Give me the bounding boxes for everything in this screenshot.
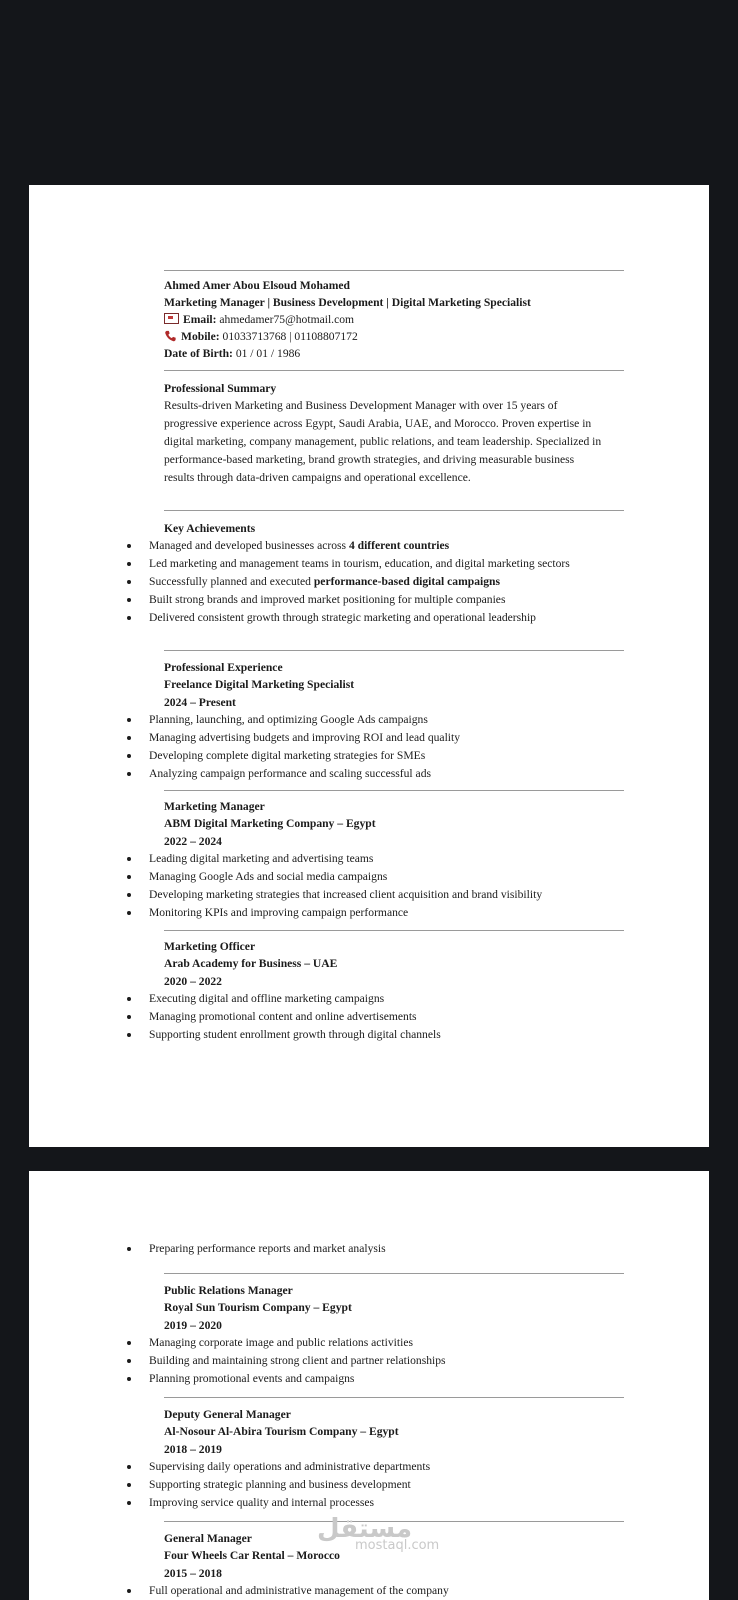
job-period: 2024 – Present <box>164 696 236 709</box>
job-duties-continued <box>149 1240 609 1258</box>
phone-icon <box>164 330 177 342</box>
achievements-heading: Key Achievements <box>164 522 256 535</box>
list-item: Developing marketing strategies that increased client acquisition and brand visibility <box>149 886 609 904</box>
summary-heading: Professional Summary <box>164 382 277 395</box>
list-item: Managing corporate image and public relations activities <box>149 1334 609 1352</box>
dob-line <box>164 345 300 363</box>
list-item: Full operational and administrative management of the company <box>149 1582 609 1600</box>
divider <box>164 1397 624 1398</box>
job-company: Four Wheels Car Rental – Morocco <box>164 1549 340 1562</box>
job-period: 2022 – 2024 <box>164 835 222 848</box>
list-item: Planning, launching, and optimizing Google Ads campaigns <box>149 711 609 729</box>
watermark-latin: mostaql.com <box>355 1538 440 1553</box>
job-period: 2015 – 2018 <box>164 1567 222 1580</box>
job-title: Freelance Digital Marketing Specialist <box>164 678 355 691</box>
list-item: Supporting student enrollment growth through digital channels <box>149 1026 609 1044</box>
list-item: Built strong brands and improved market positioning for multiple companies <box>149 591 609 609</box>
job-duties <box>149 711 609 783</box>
candidate-name: Ahmed Amer Abou Elsoud Mohamed <box>164 279 350 292</box>
job-title: Deputy General Manager <box>164 1408 291 1421</box>
dob-label: Date of Birth: <box>164 347 233 360</box>
envelope-icon <box>164 313 179 324</box>
list-item: Executing digital and offline marketing campaigns <box>149 990 609 1008</box>
dob-value: 01 / 01 / 1986 <box>235 347 301 360</box>
list-item: Supervising daily operations and administrative departments <box>149 1458 609 1476</box>
list-item: Managing advertising budgets and improving ROI and lead quality <box>149 729 609 747</box>
resume-page-1 <box>29 185 709 1147</box>
list-item: Leading digital marketing and advertising teams <box>149 850 609 868</box>
email-value[interactable]: ahmedamer75@hotmail.com <box>219 313 355 326</box>
watermark-arabic: مستقل <box>317 1514 413 1544</box>
job-duties <box>149 850 609 922</box>
divider <box>164 1273 624 1274</box>
job-company: Al-Nosour Al-Abira Tourism Company – Egypt <box>164 1425 399 1438</box>
job-title: General Manager <box>164 1532 252 1545</box>
job-company: Arab Academy for Business – UAE <box>164 957 338 970</box>
job-duties <box>149 1334 609 1388</box>
achievements-list <box>149 537 609 627</box>
list-item: Led marketing and management teams in tourism, education, and digital marketing sectors <box>149 555 609 573</box>
email-line <box>164 311 354 329</box>
list-item: Building and maintaining strong client and partner relationships <box>149 1352 609 1370</box>
list-item: Improving service quality and internal processes <box>149 1494 609 1512</box>
job-duties <box>149 990 609 1044</box>
list-item: Successfully planned and executed performance-based digital campaigns <box>149 573 609 591</box>
list-item: Developing complete digital marketing strategies for SMEs <box>149 747 609 765</box>
job-company: Royal Sun Tourism Company – Egypt <box>164 1301 352 1314</box>
list-item: Managing Google Ads and social media campaigns <box>149 868 609 886</box>
candidate-headline: Marketing Manager | Business Development | Digital Marketing Specialist <box>164 296 531 309</box>
divider <box>164 270 624 271</box>
job-period: 2020 – 2022 <box>164 975 222 988</box>
mobile-value[interactable]: 01033713768 | 01108807172 <box>222 330 358 343</box>
divider <box>164 790 624 791</box>
divider <box>164 650 624 651</box>
list-item: Managed and developed businesses across 4 different countries <box>149 537 609 555</box>
summary-text: Results-driven Marketing and Business Development Manager with over 15 years of progressive experience across Egypt, Saudi Arabia, UAE, and Morocco. Proven expertise in digital marketing, company management, public relations, and team leadership. Specialized in performance-based marketing, brand growth strategies, and driving measurable business results through data-driven campaigns and operational excellence. <box>164 399 602 484</box>
email-label: Email: <box>183 313 217 326</box>
job-company: ABM Digital Marketing Company – Egypt <box>164 817 376 830</box>
job-period: 2019 – 2020 <box>164 1319 222 1332</box>
experience-heading: Professional Experience <box>164 661 283 674</box>
list-item: Supporting strategic planning and business development <box>149 1476 609 1494</box>
list-item: Preparing performance reports and market analysis <box>149 1240 609 1258</box>
list-item: Monitoring KPIs and improving campaign performance <box>149 904 609 922</box>
list-item: Delivered consistent growth through strategic marketing and operational leadership <box>149 609 609 627</box>
divider <box>164 510 624 511</box>
job-title: Marketing Manager <box>164 800 265 813</box>
divider <box>164 930 624 931</box>
mobile-label: Mobile: <box>181 330 220 343</box>
list-item: Planning promotional events and campaigns <box>149 1370 609 1388</box>
list-item: Analyzing campaign performance and scaling successful ads <box>149 765 609 783</box>
list-item: Managing promotional content and online advertisements <box>149 1008 609 1026</box>
job-title: Public Relations Manager <box>164 1284 293 1297</box>
job-period: 2018 – 2019 <box>164 1443 222 1456</box>
job-duties <box>149 1582 609 1600</box>
mobile-line <box>164 328 358 346</box>
job-title: Marketing Officer <box>164 940 256 953</box>
job-duties <box>149 1458 609 1512</box>
divider <box>164 370 624 371</box>
